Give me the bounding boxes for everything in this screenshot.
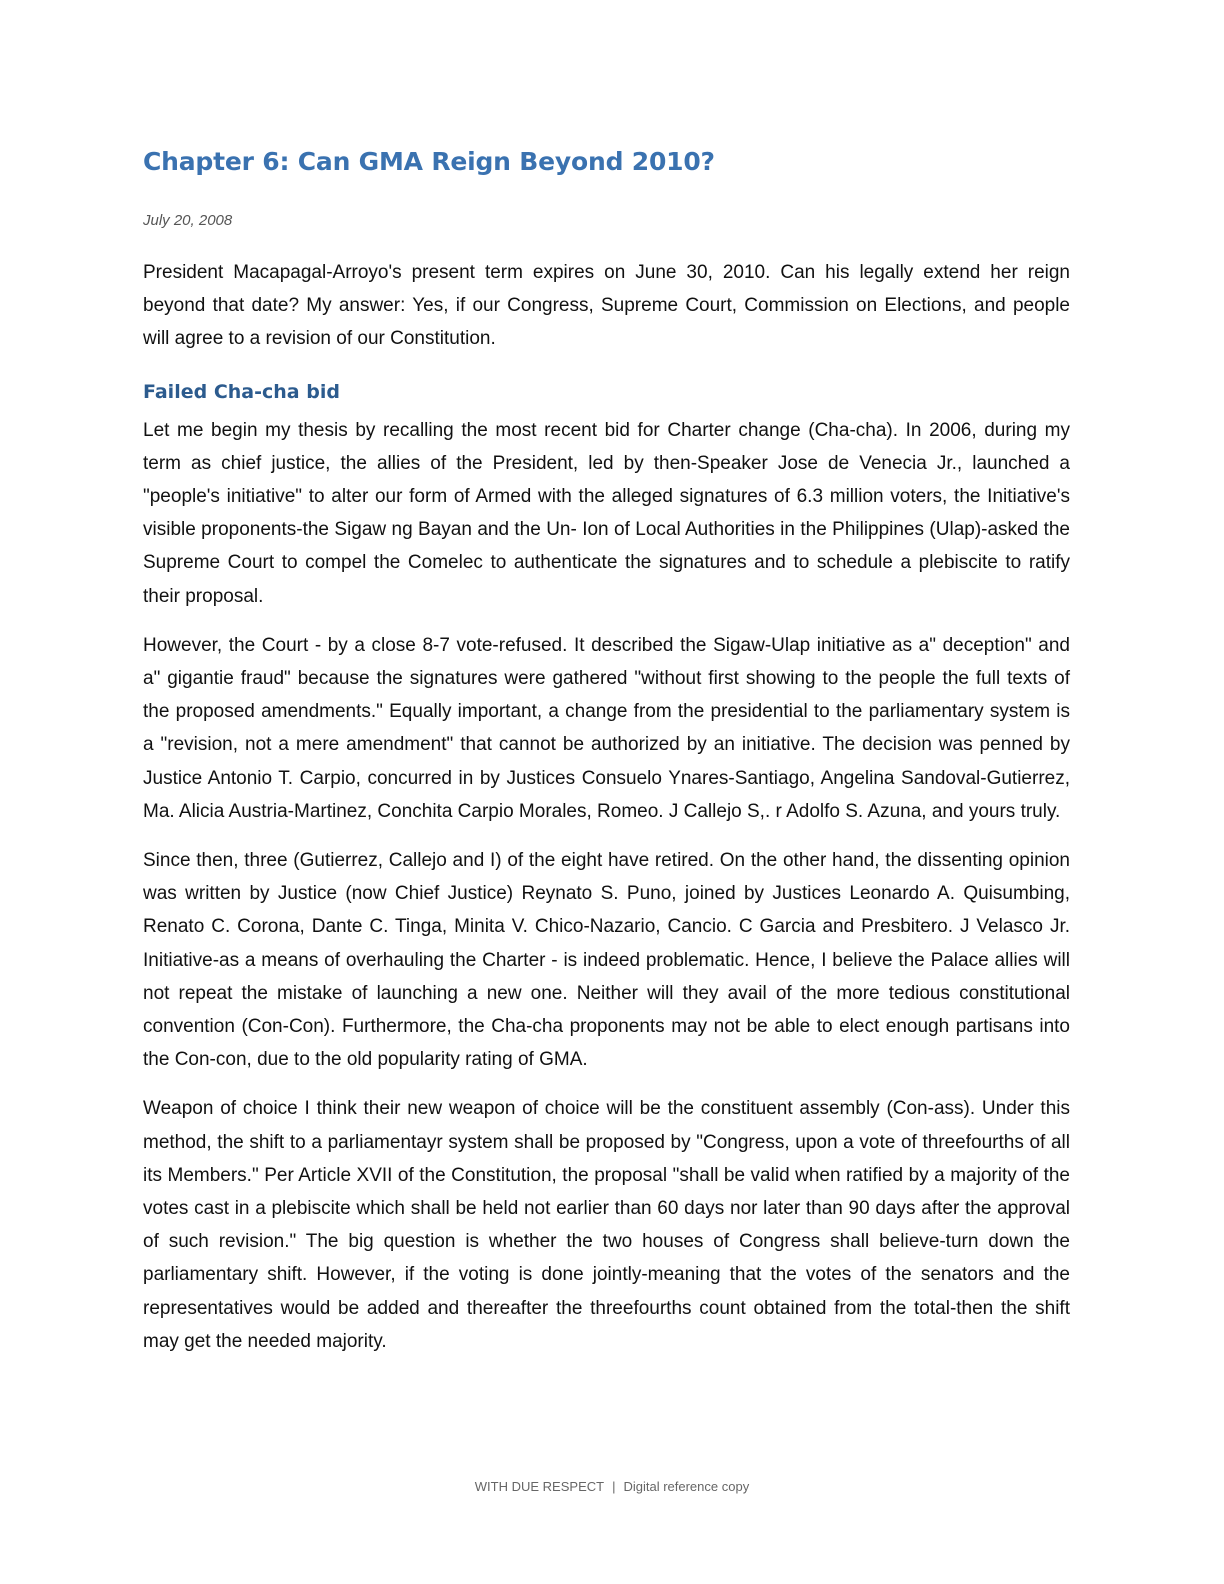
footer-publication-name: WITH DUE RESPECT: [474, 1479, 605, 1494]
body-paragraph-1: Let me begin my thesis by recalling the most recent bid for Charter change (Cha-cha). In 2006, during my term as chief justice, the allies of the President, led by then-Speaker Jose de Venecia Jr., launched a "people's initiative" to alter our form of Armed with the alleged signatures of 6.3 million voters, the Initiative's visible proponents-the Sigaw ng Bayan and the Un- Ion of Local Authorities in the Philippines (Ulap)-asked the Supreme Court to compel the Comelec to authenticate the signatures and to schedule a plebiscite to ratify their proposal.: [143, 419, 1070, 607]
intro-paragraph: President Macapagal-Arroyo's present term expires on June 30, 2010. Can his legally extend her reign beyond that date? My answer: Yes, if our Congress, Supreme Court, Commission on Elections, and people will agree to a revision of our Constitution.: [143, 262, 1070, 350]
body-paragraph-3: Since then, three (Gutierrez, Callejo and I) of the eight have retired. On the other hand, the dissenting opinion was written by Justice (now Chief Justice) Reynato S. Puno, joined by Justices Leonardo A. Quisumbing, Renato C. Corona, Dante C. Tinga, Minita V. Chico-Nazario, Cancio. C Garcia and Presbitero. J Velasco Jr. Initiative-as a means of overhauling the Charter - is indeed problematic. Hence, I believe the Palace allies will not repeat the mistake of launching a new one. Neither will they avail of the more tedious constitutional convention (Con-Con). Furthermore, the Cha-cha proponents may not be able to elect enough partisans into the Con-con, due to the old popularity rating of GMA.: [143, 850, 1070, 1071]
footer-copy-note: Digital reference copy: [623, 1479, 750, 1494]
publication-date: July 20, 2008: [143, 212, 233, 229]
section-title: Failed Cha-cha bid: [143, 380, 340, 403]
body-paragraph-4: Weapon of choice I think their new weapon of choice will be the constituent assembly (Con-ass). Under this method, the shift to a parliamentayr system shall be proposed by "Congress, upon a vote of threefourths of all its Members." Per Article XVII of the Constitution, the proposal "shall be valid when ratified by a majority of the votes cast in a plebiscite which shall be held not earlier than 60 days nor later than 90 days after the approval of such revision." The big question is whether the two houses of Congress shall believe-turn down the parliamentary shift. However, if the voting is done jointly-meaning that the votes of the senators and the representatives would be added and thereafter the threefourths count obtained from the total-then the shift may get the needed majority.: [143, 1098, 1070, 1352]
page-footer: [0, 1479, 1224, 1494]
document-page: [143, 140, 1070, 1374]
footer-separator: |: [612, 1479, 616, 1494]
chapter-title: Chapter 6: Can GMA Reign Beyond 2010?: [143, 147, 715, 176]
body-paragraph-2: However, the Court - by a close 8-7 vote-refused. It described the Sigaw-Ulap initiative as a" deception" and a" gigantie fraud" because the signatures were gathered "without first showing to the people the full texts of the proposed amendments." Equally important, a change from the presidential to the parliamentary system is a "revision, not a mere amendment" that cannot be authorized by an initiative. The decision was penned by Justice Antonio T. Carpio, concurred in by Justices Consuelo Ynares-Santiago, Angelina Sandoval-Gutierrez, Ma. Alicia Austria-Martinez, Conchita Carpio Morales, Romeo. J Callejo S,. r Adolfo S. Azuna, and yours truly.: [143, 634, 1070, 822]
